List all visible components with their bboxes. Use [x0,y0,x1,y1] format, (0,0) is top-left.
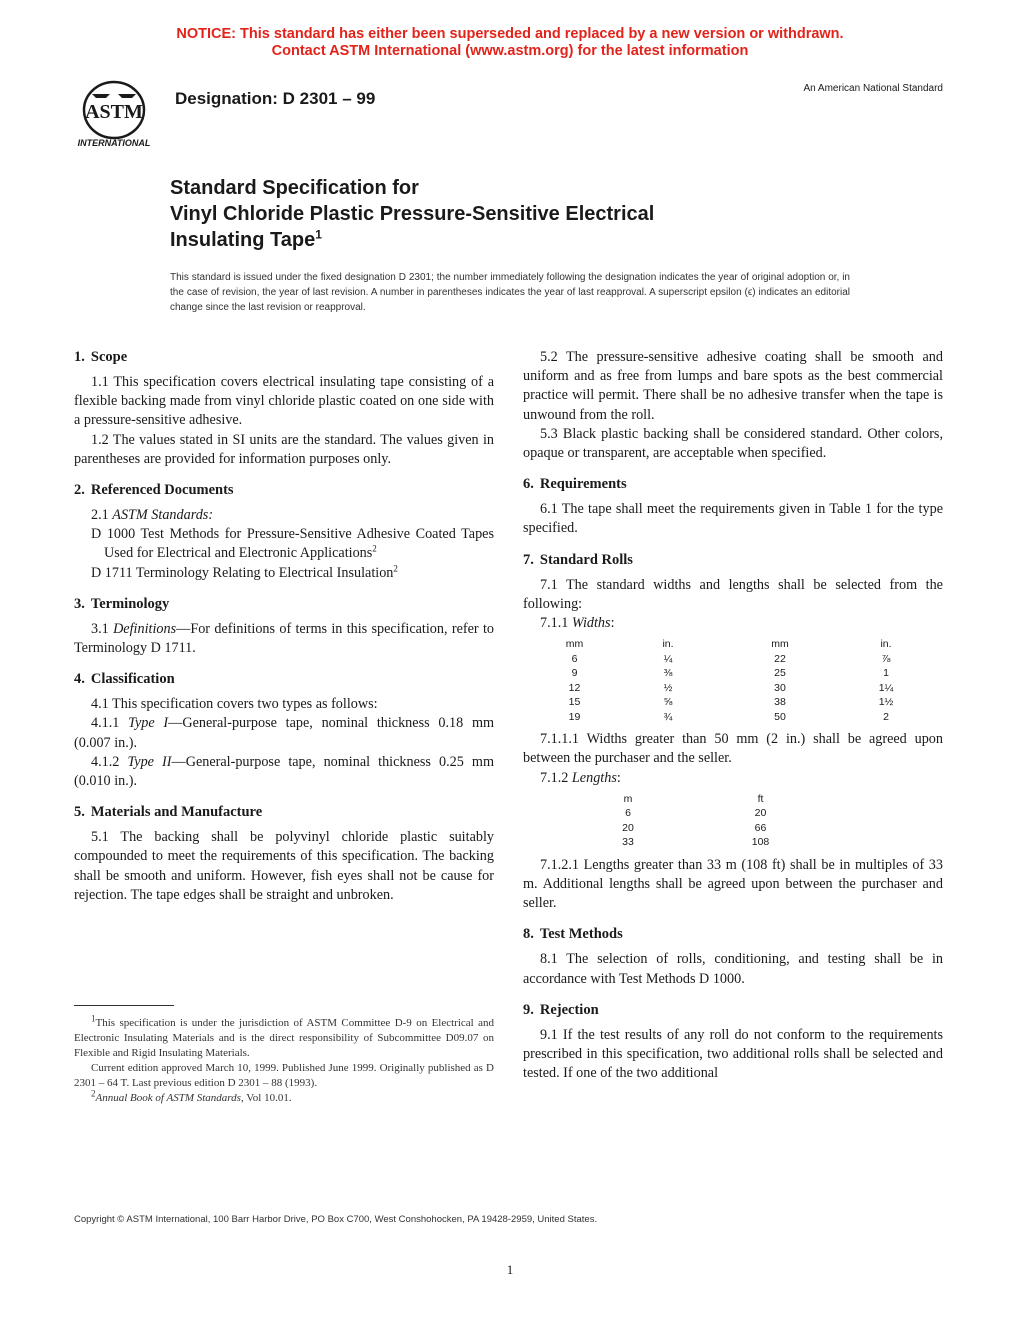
table-cell: ¾ [663,710,673,723]
table-cell: 1 [883,667,889,680]
paragraph: 7.1.1.1 Widths greater than 50 mm (2 in.) shall be agreed upon between the purchaser and the seller. [523,731,943,767]
table-cell: ⅝ [663,696,673,709]
widths-table [537,637,936,724]
table-row [537,681,936,696]
table-cell: ⅞ [881,652,891,665]
table-row [537,666,936,681]
table-header-cell: ft [757,792,764,805]
section-heading: 1. Scope [74,349,128,365]
table-cell: 38 [774,696,786,709]
section-heading: 5. Materials and Manufacture [74,804,263,821]
section-scope [74,348,494,469]
table-header-cell: in. [662,638,674,651]
section-rejection [523,1001,943,1084]
logo-initials: ASTM [85,101,143,123]
copyright: Copyright © ASTM International, 100 Barr Harbor Drive, PO Box C700, West Conshohocken, PA 19428-2959, United States. [74,1214,598,1225]
section-heading: 7. Standard Rolls [523,551,633,568]
table-cell: ¼ [663,652,673,665]
reference-d1711: D 1711 Terminology Relating to Electrical Insulation$^2$ [91,562,398,581]
left-column [74,348,494,917]
footnote-rule [74,1005,174,1006]
paragraph: 7.1.1 Widths: [540,615,615,632]
paragraph: 4.1.2 Type II—General-purpose tape, nominal thickness 0.25 mm (0.010 in.). [74,753,494,790]
section-requirements [523,475,943,538]
table-cell: 108 [751,836,770,849]
reference-d1000: D 1000 Test Methods for Pressure-Sensitive Adhesive Coated Tapes Used for Electrical and Electronic Applications$^2$ [91,526,494,562]
paragraph: 5.3 Black plastic backing shall be considered standard. Other colors, opaque or transparent, are acceptable when specified. [523,425,943,462]
paragraph: 6.1 The tape shall meet the requirements given in Table 1 for the type specified. [523,501,943,537]
table-cell: 20 [622,821,634,834]
section-terminology [74,595,494,658]
paragraph: 5.2 The pressure-sensitive adhesive coating shall be smooth and uniform and as free from lumps and bare spots as the best commercial practice will permit. There shall be no adhesive transfer when the tape is unwound from the roll. [523,349,943,423]
paragraph: 4.1.1 Type I—General-purpose tape, nominal thickness 0.18 mm (0.007 in.). [74,715,495,751]
table-cell: 33 [622,836,634,849]
notice-line-2: Contact ASTM International (www.astm.org) for the latest information [271,43,749,59]
title-footnote-mark: 1 [315,227,322,242]
section-heading: 9. Rejection [523,1001,599,1018]
right-column [523,348,943,1095]
table-cell: 15 [568,696,581,709]
table-header-cell: mm [565,638,584,651]
paragraph: 2.1 ASTM Standards: [91,507,214,524]
table-cell: 12 [568,681,581,694]
paragraph: 5.1 The backing shall be polyvinyl chloride plastic suitably compounded to meet the requirements of this specification. The backing shall be smooth and uniform. However, fish eyes shall not be cause for rejection. The tape edges shall be straight and unbroken. [74,829,494,903]
designation: Designation: D 2301 – 99 [175,89,376,108]
table-cell: 1½ [878,696,894,709]
section-test-methods [523,925,943,988]
paragraph: 1.1 This specification covers electrical insulating tape consisting of a flexible backing made from vinyl chloride plastic coated on one side with a pressure-sensitive adhesive. [74,374,494,429]
lengths-table [608,792,873,850]
table-cell: 19 [568,710,581,723]
table-cell: 50 [774,710,786,723]
footnote-1-edition: Current edition approved March 10, 1999. Published June 1999. Originally published as D 2301 – 64 T. Last previous edition D 2301 – 88 (1993). [74,1062,494,1089]
issuance-note: This standard is issued under the fixed designation D 2301; the number immediately following the designation indicates the year of original adoption or, in the case of revision, the year of last revision. A number in parentheses indicates the year of last reapproval. A superscript epsilon (ϵ) indicates an editorial change since the last revision or reapproval. [170,272,850,313]
table-row [537,652,936,667]
table-row [537,710,936,725]
section-standard-rolls [523,551,943,914]
table-cell: 2 [883,710,889,723]
paragraph: 1.2 The values stated in SI units are the standard. The values given in parentheses are provided for information purposes only. [74,431,494,467]
table-cell: 9 [571,667,578,680]
table-header-cell: in. [880,638,892,651]
section-classification [74,670,494,791]
footnotes [74,1013,494,1106]
section-heading: 4. Classification [74,671,175,688]
section-referenced-documents [74,481,494,583]
page-number: 1 [506,1262,514,1277]
title-line-1: Standard Specification for [170,177,419,199]
section-heading: 2. Referenced Documents [74,482,234,499]
paragraph: 4.1 This specification covers two types as follows: [91,696,378,713]
paragraph: 9.1 If the test results of any roll do not conform to the requirements prescribed in this specification, two additional rolls shall be selected and tested. If one of the two additional [523,1026,943,1082]
table-header-row [608,792,873,807]
table-cell: 22 [774,652,786,665]
supersession-notice [0,26,1020,60]
footnote-2: $^2$Annual Book of ASTM Standards, Vol 10.01. [91,1088,292,1104]
table-header-row [537,637,936,652]
title-line-2: Vinyl Chloride Plastic Pressure-Sensitive Electrical [170,203,655,225]
document-title [170,175,870,253]
title-line-3: Insulating Tape [170,229,316,251]
section-materials [74,803,494,905]
table-cell: 66 [754,821,767,834]
section-heading: 3. Terminology [74,595,170,612]
table-cell: 6 [571,652,578,665]
section-materials-continued [523,348,943,463]
section-heading: 6. Requirements [523,476,627,493]
table-header-cell: mm [771,638,789,651]
table-row [608,821,873,836]
table-header-cell: m [623,792,633,805]
paragraph: 7.1 The standard widths and lengths shall be selected from the following: [523,576,943,612]
paragraph: 3.1 Definitions—For definitions of terms in this specification, refer to Terminology D 1711. [74,620,494,657]
table-cell: 6 [625,807,631,820]
logo-text: INTERNATIONAL [77,138,151,148]
paragraph: 8.1 The selection of rolls, conditioning, and testing shall be in accordance with Test Methods D 1000. [523,951,943,987]
table-cell: ½ [663,681,673,694]
paragraph: 7.1.2.1 Lengths greater than 33 m (108 ft) shall be in multiples of 33 m. Additional lengths shall be agreed upon between the purchaser and seller. [523,856,943,912]
footnote-1: $^1$This specification is under the jurisdiction of ASTM Committee D-9 on Electrical and Electronic Insulating Materials and is the direct responsibility of Subcommittee D09.07 on Flexible and Rigid Insulating Materials. [74,1013,494,1059]
table-cell: 30 [774,681,786,694]
table-row [537,695,936,710]
section-heading: 8. Test Methods [523,926,623,943]
table-row [608,806,873,821]
table-row [608,835,873,850]
american-national-standard: An American National Standard [803,83,943,94]
table-cell: ⅜ [663,667,673,680]
paragraph: 7.1.2 Lengths: [540,769,621,786]
astm-logo [66,80,162,152]
notice-line-1: NOTICE: This standard has either been superseded and replaced by a new version or withdrawn. [176,26,844,42]
table-cell: 20 [754,807,767,820]
table-cell: 25 [774,667,786,680]
table-cell: 1¼ [878,681,894,694]
